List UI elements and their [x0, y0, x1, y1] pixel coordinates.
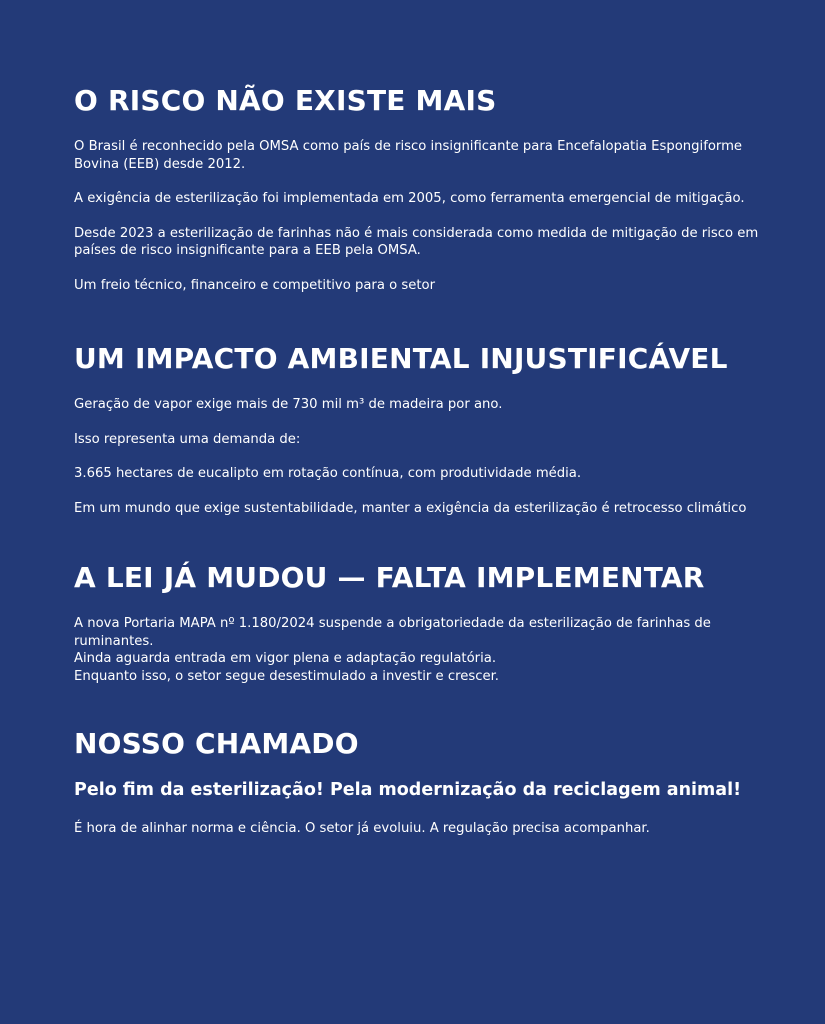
paragraph: Ainda aguarda entrada em vigor plena e adaptação regulatória.: [74, 651, 497, 666]
paragraph: 3.665 hectares de eucalipto em rotação contínua, com produtividade média.: [74, 466, 582, 481]
section-risk: [74, 84, 779, 294]
section-heading: O RISCO NÃO EXISTE MAIS: [74, 84, 497, 117]
paragraph: É hora de alinhar norma e ciência. O setor já evoluiu. A regulação precisa acompanhar.: [74, 821, 650, 836]
section-heading: NOSSO CHAMADO: [74, 727, 359, 760]
paragraph: Um freio técnico, financeiro e competitivo para o setor: [74, 277, 436, 293]
paragraph: Isso representa uma demanda de:: [74, 431, 301, 447]
paragraph: Desde 2023 a esterilização de farinhas não é mais considerada como medida de mitigação de risco em países de risco insignificante para a EEB pela OMSA.: [74, 225, 759, 258]
section-our-call: [74, 727, 779, 838]
paragraph: Em um mundo que exige sustentabilidade, manter a exigência da esterilização é retrocesso climático: [74, 500, 747, 516]
paragraph: A exigência de esterilização foi implementada em 2005, como ferramenta emergencial de mitigação.: [74, 191, 745, 206]
content-page: [74, 84, 779, 838]
section-heading: UM IMPACTO AMBIENTAL INJUSTIFICÁVEL: [74, 342, 728, 375]
paragraph: O Brasil é reconhecido pela OMSA como país de risco insignificante para Encefalopatia Espongiforme Bovina (EEB) desde 2012.: [74, 139, 743, 172]
callout-text: Pelo fim da esterilização! Pela modernização da reciclagem animal!: [74, 780, 742, 800]
paragraph-group: [74, 431, 779, 483]
section-heading: A LEI JÁ MUDOU — FALTA IMPLEMENTAR: [74, 561, 705, 594]
paragraph: Enquanto isso, o setor segue desestimulado a investir e crescer.: [74, 668, 499, 684]
section-environmental-impact: [74, 342, 779, 517]
paragraph: Geração de vapor exige mais de 730 mil m³ de madeira por ano.: [74, 397, 503, 412]
paragraph: A nova Portaria MAPA nº 1.180/2024 suspende a obrigatoriedade da esterilização de farinhas de ruminantes.: [74, 616, 711, 649]
section-law-changed: [74, 561, 779, 685]
